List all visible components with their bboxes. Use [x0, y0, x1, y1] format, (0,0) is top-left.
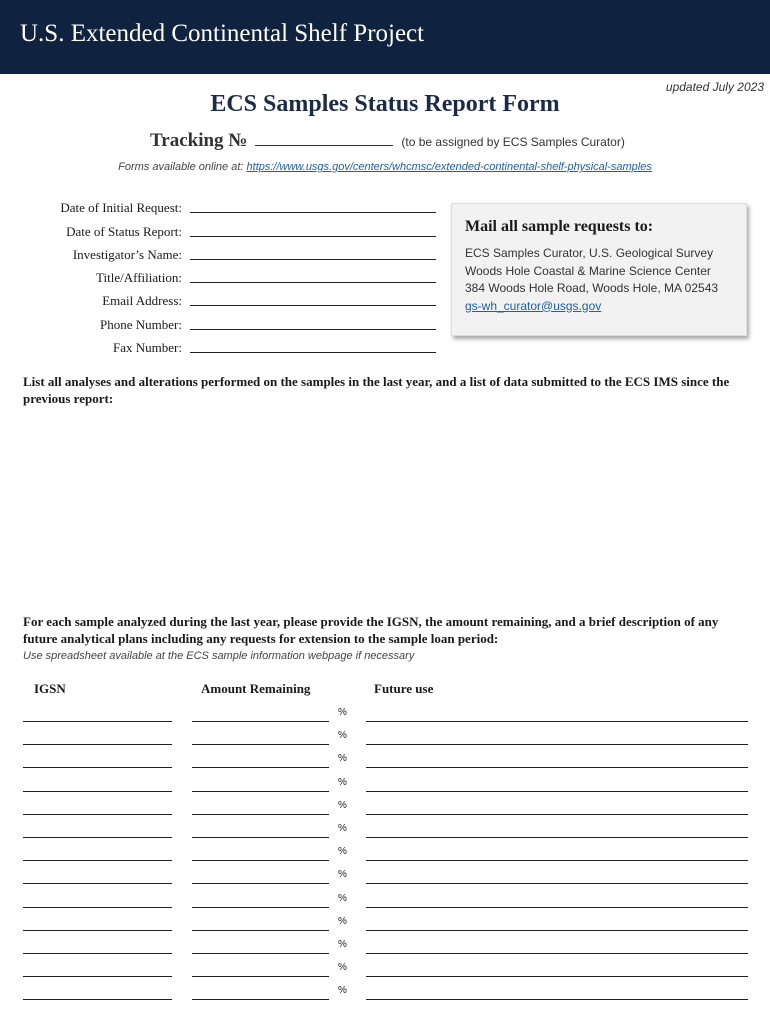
- amount-remaining-input[interactable]: [192, 837, 329, 838]
- percent-sign: %: [338, 985, 347, 997]
- field-row: [20, 333, 440, 356]
- igsn-input[interactable]: [23, 767, 172, 768]
- future-use-input[interactable]: [366, 907, 748, 908]
- forms-online-note: [0, 161, 770, 173]
- phone-number-field[interactable]: [190, 317, 436, 330]
- sample-row: [0, 723, 770, 746]
- percent-sign: %: [338, 776, 347, 788]
- mail-line: Woods Hole Coastal & Marine Science Center: [465, 263, 711, 278]
- analyses-prompt: List all analyses and alterations performed on the samples in the last year, and a list of data submitted to the ECS IMS since the previous report:: [23, 374, 730, 406]
- sample-rows: [0, 700, 770, 1001]
- sample-row: [0, 839, 770, 862]
- igsn-input[interactable]: [23, 860, 172, 861]
- future-use-input[interactable]: [366, 791, 748, 792]
- amount-remaining-input[interactable]: [192, 814, 329, 815]
- amount-remaining-input[interactable]: [192, 930, 329, 931]
- igsn-input[interactable]: [23, 814, 172, 815]
- forms-online-prefix: Forms available online at:: [118, 161, 247, 173]
- field-label: Date of Initial Request:: [60, 200, 182, 216]
- form-title: ECS Samples Status Report Form: [210, 91, 560, 117]
- tracking-note: (to be assigned by ECS Samples Curator): [401, 135, 625, 149]
- amount-remaining-input[interactable]: [192, 860, 329, 861]
- amount-remaining-input[interactable]: [192, 976, 329, 977]
- title-affiliation-field[interactable]: [190, 270, 436, 283]
- amount-remaining-input[interactable]: [192, 791, 329, 792]
- field-label: Email Address:: [102, 293, 182, 309]
- future-use-input[interactable]: [366, 883, 748, 884]
- project-title: U.S. Extended Continental Shelf Project: [20, 20, 425, 47]
- field-label: Fax Number:: [113, 340, 182, 356]
- contact-fields: [20, 193, 440, 356]
- mail-address-box: [451, 203, 747, 336]
- future-use-input[interactable]: [366, 860, 748, 861]
- future-use-input[interactable]: [366, 744, 748, 745]
- igsn-input[interactable]: [23, 791, 172, 792]
- amount-remaining-input[interactable]: [192, 767, 329, 768]
- field-label: Date of Status Report:: [66, 223, 182, 239]
- field-label: Title/Affiliation:: [96, 270, 182, 286]
- igsn-input[interactable]: [23, 721, 172, 722]
- header-banner: [0, 0, 770, 74]
- sample-prompt: For each sample analyzed during the last year, please provide the IGSN, the amount remaining, and a brief description of any future analytical plans including any requests for extension to the sample loan period:: [23, 614, 719, 646]
- field-label: Investigator’s Name:: [72, 246, 182, 262]
- sample-row: [0, 909, 770, 932]
- field-row: [20, 263, 440, 286]
- sample-row: [0, 932, 770, 955]
- amount-remaining-input[interactable]: [192, 907, 329, 908]
- field-row: [20, 286, 440, 309]
- tracking-number-field[interactable]: [255, 131, 393, 146]
- field-row: [20, 240, 440, 263]
- igsn-input[interactable]: [23, 907, 172, 908]
- sample-row: [0, 862, 770, 885]
- investigator-name-field[interactable]: [190, 247, 436, 260]
- percent-sign: %: [338, 846, 347, 858]
- amount-remaining-input[interactable]: [192, 721, 329, 722]
- sample-row: [0, 793, 770, 816]
- email-address-field[interactable]: [190, 293, 436, 306]
- mail-line: [465, 298, 733, 316]
- mail-title: Mail all sample requests to:: [465, 218, 654, 235]
- sample-row: [0, 886, 770, 909]
- curator-email-link[interactable]: gs-wh_curator@usgs.gov: [465, 298, 602, 313]
- field-row: [20, 309, 440, 332]
- future-use-input[interactable]: [366, 976, 748, 977]
- date-status-report-field[interactable]: [190, 224, 436, 237]
- percent-sign: %: [338, 962, 347, 974]
- future-use-input[interactable]: [366, 814, 748, 815]
- percent-sign: %: [338, 938, 347, 950]
- future-use-input[interactable]: [366, 953, 748, 954]
- tracking-label: Tracking №: [150, 130, 248, 151]
- igsn-input[interactable]: [23, 953, 172, 954]
- amount-remaining-input[interactable]: [192, 883, 329, 884]
- amount-remaining-input[interactable]: [192, 744, 329, 745]
- amount-column-header: Amount Remaining: [201, 681, 311, 696]
- igsn-column-header: IGSN: [34, 681, 66, 696]
- percent-sign: %: [338, 869, 347, 881]
- future-use-input[interactable]: [366, 930, 748, 931]
- percent-sign: %: [338, 753, 347, 765]
- sample-row: [0, 700, 770, 723]
- forms-online-link[interactable]: https://www.usgs.gov/centers/whcmsc/extended-continental-shelf-physical-samples: [246, 161, 652, 173]
- igsn-input[interactable]: [23, 744, 172, 745]
- percent-sign: %: [338, 892, 347, 904]
- igsn-input[interactable]: [23, 930, 172, 931]
- mail-line: 384 Woods Hole Road, Woods Hole, MA 02543: [465, 281, 719, 295]
- igsn-input[interactable]: [23, 837, 172, 838]
- amount-remaining-input[interactable]: [192, 999, 329, 1000]
- sample-row: [0, 955, 770, 978]
- updated-date: updated July 2023: [665, 80, 764, 94]
- tracking-row: [150, 130, 625, 152]
- field-row: [20, 193, 440, 216]
- percent-sign: %: [338, 822, 347, 834]
- percent-sign: %: [338, 799, 347, 811]
- future-use-input[interactable]: [366, 721, 748, 722]
- sample-row: [0, 816, 770, 839]
- percent-sign: %: [338, 707, 347, 718]
- igsn-input[interactable]: [23, 999, 172, 1000]
- igsn-input[interactable]: [23, 883, 172, 884]
- future-use-input[interactable]: [366, 767, 748, 768]
- future-use-input[interactable]: [366, 837, 748, 838]
- spreadsheet-note: Use spreadsheet available at the ECS sample information webpage if necessary: [23, 650, 415, 662]
- percent-sign: %: [338, 915, 347, 927]
- sample-row: [0, 746, 770, 769]
- igsn-input[interactable]: [23, 976, 172, 977]
- future-use-input[interactable]: [366, 999, 748, 1000]
- sample-row: [0, 978, 770, 1001]
- fax-number-field[interactable]: [190, 340, 436, 353]
- percent-sign: %: [338, 730, 347, 742]
- analyses-response-area[interactable]: [23, 412, 753, 602]
- sample-row: [0, 770, 770, 793]
- field-label: Phone Number:: [100, 316, 182, 332]
- amount-remaining-input[interactable]: [192, 953, 329, 954]
- field-row: [20, 216, 440, 239]
- mail-line: ECS Samples Curator, U.S. Geological Survey: [465, 246, 714, 260]
- future-use-column-header: Future use: [374, 681, 434, 696]
- date-initial-request-field[interactable]: [190, 200, 436, 213]
